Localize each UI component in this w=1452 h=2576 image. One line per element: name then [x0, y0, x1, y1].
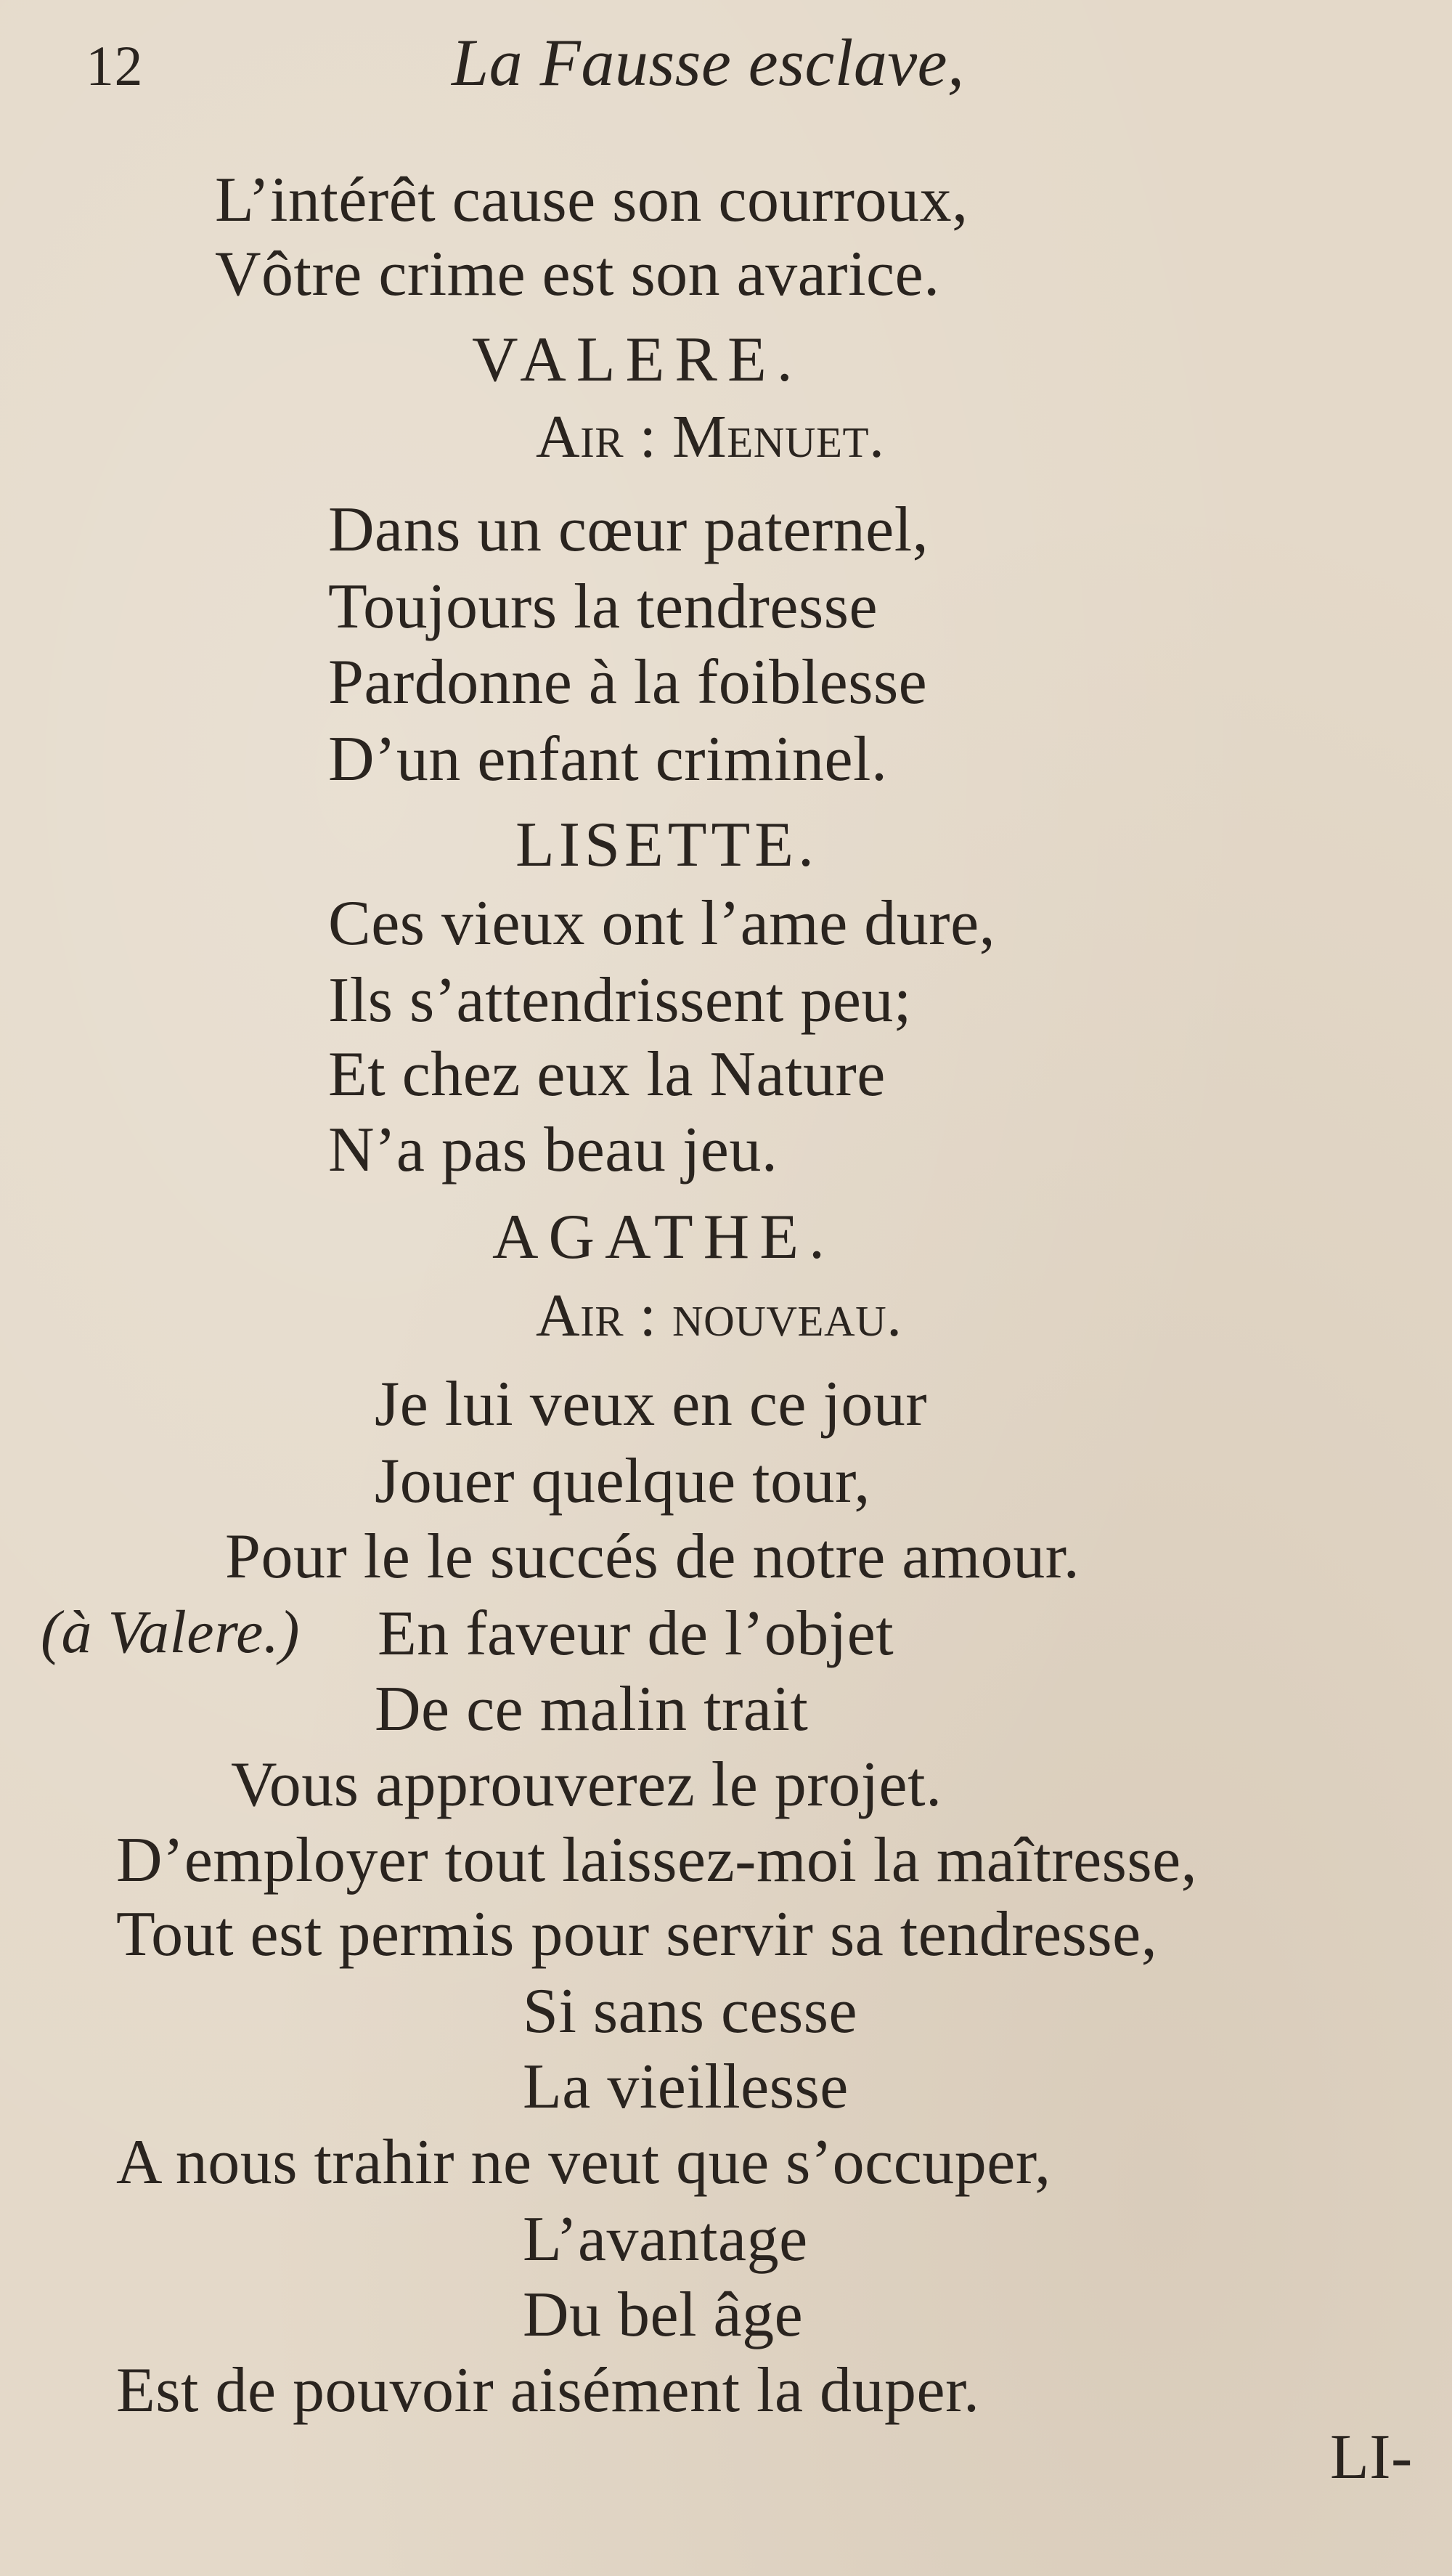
- verse-line: Ces vieux ont l’ame dure,: [328, 888, 996, 959]
- verse-line: De ce malin trait: [375, 1674, 809, 1744]
- verse-line: Ils s’attendrissent peu;: [328, 965, 912, 1036]
- running-title: La Fausse esclave,: [452, 25, 965, 99]
- verse-line: D’employer tout laissez-moi la maîtresse,: [116, 1825, 1198, 1896]
- speaker-name: VALERE.: [472, 325, 803, 395]
- verse-line: Et chez eux la Nature: [328, 1039, 886, 1110]
- verse-line: Pour le le succés de notre amour.: [225, 1521, 1080, 1592]
- verse-line: En faveur de l’objet: [378, 1598, 894, 1669]
- speaker-name: LISETTE.: [515, 810, 819, 880]
- verse-line: L’avantage: [523, 2204, 808, 2275]
- verse-line: Vôtre crime est son avarice.: [215, 239, 940, 309]
- air-label: Air : nouveau.: [536, 1282, 902, 1349]
- verse-line: L’intérêt cause son courroux,: [215, 165, 968, 235]
- verse-line: Pardonne à la foiblesse: [328, 647, 928, 718]
- verse-line: Du bel âge: [523, 2280, 804, 2350]
- verse-line: Jouer quelque tour,: [375, 1446, 870, 1516]
- speaker-name: AGATHE.: [492, 1202, 835, 1272]
- air-label: Air : Menuet.: [536, 403, 885, 471]
- verse-line: Si sans cesse: [523, 1976, 858, 2047]
- verse-line: Est de pouvoir aisément la duper.: [116, 2355, 980, 2426]
- verse-line: Je lui veux en ce jour: [375, 1369, 928, 1439]
- verse-line: Toujours la tendresse: [328, 572, 878, 642]
- verse-line: A nous trahir ne veut que s’occuper,: [116, 2127, 1051, 2198]
- verse-line: N’a pas beau jeu.: [328, 1115, 778, 1185]
- stage-direction: (à Valere.): [41, 1598, 300, 1666]
- verse-line: Vous approuverez le projet.: [231, 1750, 942, 1820]
- verse-line: Tout est permis pour servir sa tendresse,: [116, 1899, 1158, 1970]
- verse-line: Dans un cœur paternel,: [328, 495, 929, 565]
- page-number: 12: [86, 34, 143, 97]
- verse-line: La vieillesse: [523, 2052, 849, 2122]
- catchword: LI-: [1330, 2422, 1413, 2492]
- verse-line: D’un enfant criminel.: [328, 724, 888, 795]
